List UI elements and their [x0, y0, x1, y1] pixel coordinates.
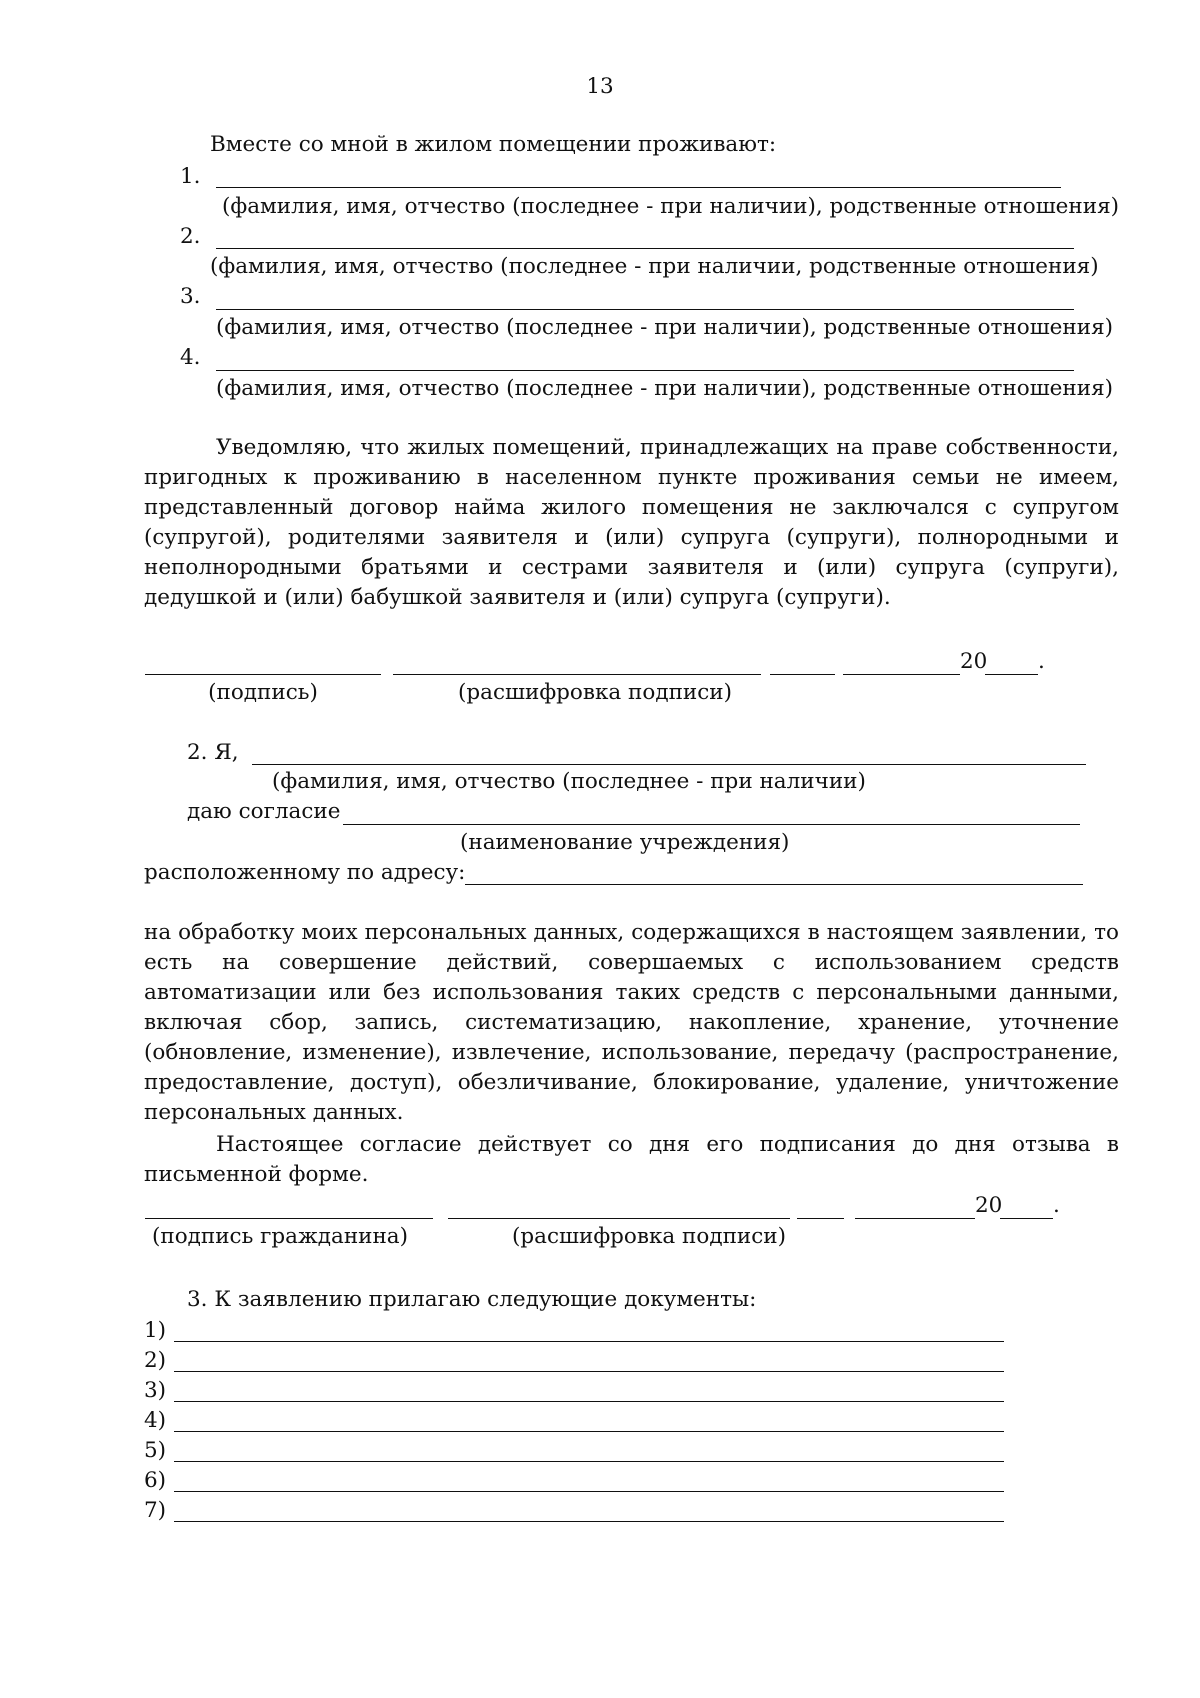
consent-i-label: 2. Я, — [187, 740, 239, 765]
consent-fio-caption: (фамилия, имя, отчество (последнее - при наличии) — [272, 769, 866, 794]
attachment-number: 5) — [144, 1438, 167, 1463]
date-day-line[interactable] — [770, 674, 835, 675]
validity-paragraph: Настоящее согласие действует со дня его подписания до дня отзыва в письменной форме. — [144, 1132, 1119, 1187]
resident-caption: (фамилия, имя, отчество (последнее - при наличии), родственные отношения) — [222, 194, 1120, 219]
attachment-line[interactable] — [174, 1491, 1004, 1492]
date-year-line[interactable] — [985, 674, 1038, 675]
signature-decoding-line[interactable] — [393, 674, 761, 675]
address-line[interactable] — [465, 884, 1083, 885]
citizen-signature-line[interactable] — [145, 1218, 433, 1219]
institution-caption: (наименование учреждения) — [460, 830, 790, 855]
citizen-signature-caption: (подпись гражданина) — [152, 1224, 409, 1249]
resident-input-line[interactable] — [216, 187, 1061, 188]
signature-decoding-line[interactable] — [448, 1218, 790, 1219]
attachment-number: 2) — [144, 1348, 167, 1373]
attachment-number: 6) — [144, 1468, 167, 1493]
attachment-line[interactable] — [174, 1521, 1004, 1522]
processing-paragraph: на обработку моих персональных данных, содержащихся в настоящем заявлении, то есть на совершение действий, совершаемых с использованием средств автоматизации или без использования таких средств с персональными данными, включая сбор, запись, систематизацию, накопление, хранение, уточнение (обновление, изменение), извлечение, использование, передачу (распространение, предоставление, доступ), обезличивание, блокирование, удаление, уничтожение персональных данных. — [144, 920, 1119, 1125]
resident-caption: (фамилия, имя, отчество (последнее - при наличии, родственные отношения) — [210, 254, 1099, 279]
give-consent-label: даю согласие — [187, 799, 341, 824]
resident-number: 1. — [180, 164, 201, 189]
resident-number: 2. — [180, 224, 201, 249]
attachment-number: 7) — [144, 1498, 167, 1523]
attachment-line[interactable] — [174, 1371, 1004, 1372]
resident-input-line[interactable] — [216, 309, 1074, 310]
signature-line[interactable] — [145, 674, 381, 675]
year-end: . — [1053, 1193, 1060, 1218]
date-month-line[interactable] — [843, 674, 960, 675]
attachment-number: 4) — [144, 1408, 167, 1433]
consent-fio-line[interactable] — [252, 764, 1086, 765]
notice-paragraph: Уведомляю, что жилых помещений, принадлежащих на праве собственности, пригодных к проживанию в населенном пункте проживания семьи не имеем, представленный договор найма жилого помещения не заключался с супругом (супругой), родителями заявителя и (или) супруга (супруги), полнородными и неполнородными братьями и сестрами заявителя и (или) супруга (супруги), дедушкой и (или) бабушкой заявителя и (или) супруга (супруги). — [144, 435, 1119, 610]
resident-caption: (фамилия, имя, отчество (последнее - при наличии), родственные отношения) — [216, 376, 1114, 401]
resident-caption: (фамилия, имя, отчество (последнее - при наличии), родственные отношения) — [216, 315, 1114, 340]
resident-number: 4. — [180, 345, 201, 370]
year-end: . — [1038, 649, 1045, 674]
address-label: расположенному по адресу: — [144, 860, 466, 885]
page-number: 13 — [586, 74, 614, 99]
resident-input-line[interactable] — [216, 370, 1074, 371]
decoding-caption: (расшифровка подписи) — [512, 1224, 786, 1249]
year-prefix: 20 — [975, 1193, 1003, 1218]
attachment-line[interactable] — [174, 1461, 1004, 1462]
attachments-heading: 3. К заявлению прилагаю следующие документы: — [187, 1287, 757, 1312]
decoding-caption: (расшифровка подписи) — [458, 680, 732, 705]
signature-caption: (подпись) — [208, 680, 318, 705]
attachment-number: 3) — [144, 1378, 167, 1403]
date-year-line[interactable] — [1000, 1218, 1053, 1219]
year-prefix: 20 — [960, 649, 988, 674]
institution-line[interactable] — [343, 824, 1080, 825]
residents-heading: Вместе со мной в жилом помещении проживают: — [210, 132, 777, 157]
attachment-line[interactable] — [174, 1401, 1004, 1402]
resident-input-line[interactable] — [216, 248, 1074, 249]
attachment-number: 1) — [144, 1318, 167, 1343]
date-month-line[interactable] — [855, 1218, 975, 1219]
attachment-line[interactable] — [174, 1431, 1004, 1432]
date-day-line[interactable] — [797, 1218, 844, 1219]
attachment-line[interactable] — [174, 1341, 1004, 1342]
resident-number: 3. — [180, 284, 201, 309]
